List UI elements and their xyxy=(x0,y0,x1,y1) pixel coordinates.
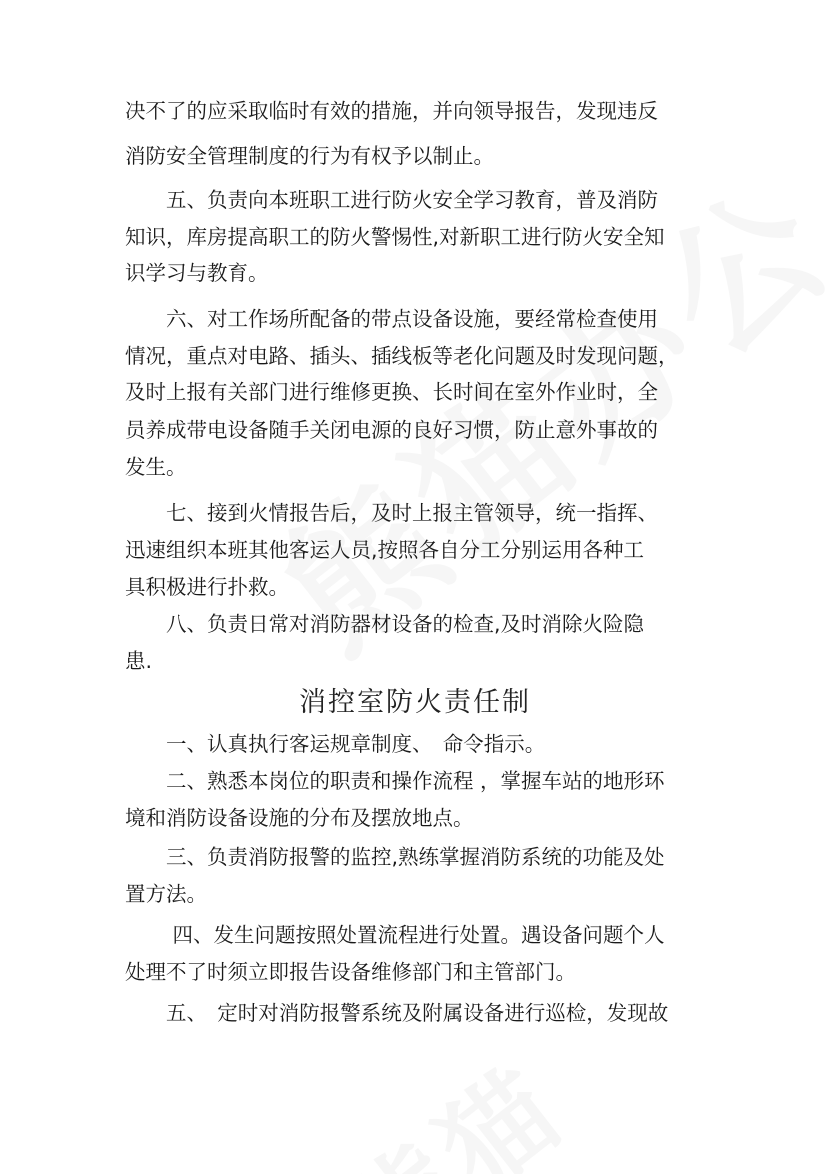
text-line: 三、负责消防报警的监控,熟练掌握消防系统的功能及处 xyxy=(125,845,665,869)
text-line: 五、 定时对消防报警系统及附属设备进行巡检，发现故 xyxy=(125,1001,669,1025)
text-line: 一、认真执行客运规章制度、 命令指示。 xyxy=(125,732,546,756)
text-line: 七、接到火情报告后，及时上报主管领导，统一指挥、 xyxy=(125,501,658,525)
text-line: 发生。 xyxy=(125,455,187,479)
text-line: 六、对工作场所配备的带点设备设施，要经常检查使用 xyxy=(125,307,658,331)
watermark xyxy=(307,1023,593,1174)
text-line: 患. xyxy=(125,649,153,673)
text-line: 迅速组织本班其他客运人员,按照各自分工分别运用各种工 xyxy=(125,538,645,562)
text-line: 及时上报有关部门进行维修更换、长时间在室外作业时，全 xyxy=(125,380,658,404)
text-line: 置方法。 xyxy=(125,882,207,906)
text-line: 处理不了时须立即报告设备维修部门和主管部门。 xyxy=(125,960,576,984)
text-line: 四、发生问题按照处置流程进行处置。遇设备问题个人 xyxy=(125,923,665,947)
text-line: 知识，库房提高职工的防火警惕性,对新职工进行防火安全知 xyxy=(125,225,665,249)
text-line: 员养成带电设备随手关闭电源的良好习惯，防止意外事故的 xyxy=(125,418,658,442)
text-line: 情况，重点对电路、插头、插线板等老化问题及时发现问题， xyxy=(125,344,679,368)
section-title: 消控室防火责任制 xyxy=(299,687,531,718)
text-line: 境和消防设备设施的分布及摆放地点。 xyxy=(125,806,474,830)
text-line: 具积极进行扑救。 xyxy=(125,575,289,599)
text-line: 五、负责向本班职工进行防火安全学习教育，普及消防 xyxy=(125,188,658,212)
text-line: 二、熟悉本岗位的职责和操作流程 ，掌握车站的地形环 xyxy=(125,769,665,793)
text-line: 识学习与教育。 xyxy=(125,261,269,285)
text-line: 八、负责日常对消防器材设备的检查,及时消除火险隐 xyxy=(125,612,645,636)
text-line: 决不了的应采取临时有效的措施，并向领导报告，发现违反 xyxy=(125,99,658,123)
text-line: 消防安全管理制度的行为有权予以制止。 xyxy=(125,144,494,168)
